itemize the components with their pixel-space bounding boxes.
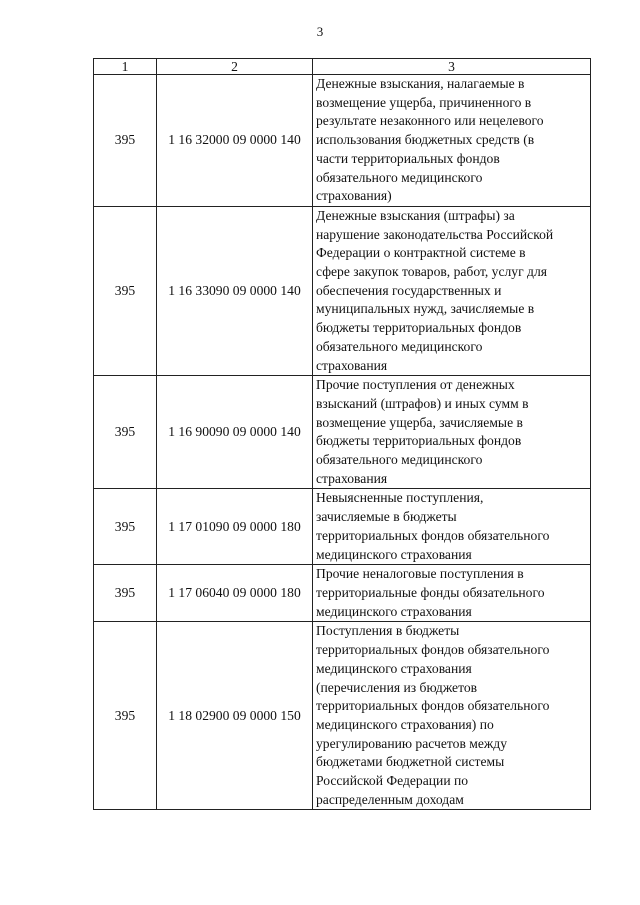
revenue-description-cell xyxy=(313,75,591,207)
column-header-3: 3 xyxy=(313,59,591,75)
description-line: Денежные взыскания (штрафы) за xyxy=(316,207,515,223)
description-line: обязательного медицинского xyxy=(316,338,483,354)
budget-classification-code-cell: 1 16 32000 09 0000 140 xyxy=(157,75,313,207)
description-line: обязательного медицинского xyxy=(316,452,483,468)
description-line: страхования xyxy=(316,470,388,486)
description-line: части территориальных фондов xyxy=(316,150,500,166)
table-row xyxy=(94,622,591,810)
budget-classification-code-cell: 1 17 06040 09 0000 180 xyxy=(157,565,313,622)
description-line: страхования xyxy=(316,357,388,373)
admin-code-cell: 395 xyxy=(94,376,157,489)
column-header-2: 2 xyxy=(157,59,313,75)
description-line: территориальных фондов обязательного xyxy=(316,642,550,658)
budget-classification-code-cell: 1 17 01090 09 0000 180 xyxy=(157,489,313,565)
description-line: территориальные фонды обязательного xyxy=(316,584,545,600)
description-line: урегулированию расчетов между xyxy=(316,735,508,751)
description-line: сфере закупок товаров, работ, услуг для xyxy=(316,264,548,280)
admin-code-cell: 395 xyxy=(94,565,157,622)
table-header-row xyxy=(94,59,591,75)
description-line: муниципальных нужд, зачисляемые в xyxy=(316,301,535,317)
description-line: Прочие поступления от денежных xyxy=(316,377,515,393)
description-line: обязательного медицинского xyxy=(316,169,483,185)
description-line: страхования) xyxy=(316,188,392,204)
revenue-description-cell xyxy=(313,565,591,622)
description-line: использования бюджетных средств (в xyxy=(316,132,535,148)
description-line: нарушение законодательства Российской xyxy=(316,226,554,242)
description-line: взысканий (штрафов) и иных сумм в xyxy=(316,395,529,411)
description-line: медицинского страхования xyxy=(316,546,472,562)
table-row xyxy=(94,75,591,207)
budget-classification-code-cell: 1 18 02900 09 0000 150 xyxy=(157,622,313,810)
table-row xyxy=(94,489,591,565)
description-line: (перечисления из бюджетов xyxy=(316,679,478,695)
description-line: медицинского страхования xyxy=(316,603,472,619)
description-line: Федерации о контрактной системе в xyxy=(316,245,526,261)
revenue-description-cell xyxy=(313,489,591,565)
revenue-description-cell xyxy=(313,376,591,489)
description-line: территориальных фондов обязательного xyxy=(316,527,550,543)
admin-code-cell: 395 xyxy=(94,206,157,375)
description-line: результате незаконного или нецелевого xyxy=(316,113,544,129)
budget-classification-code-cell: 1 16 90090 09 0000 140 xyxy=(157,376,313,489)
table-row xyxy=(94,206,591,375)
description-line: Прочие неналоговые поступления в xyxy=(316,566,524,582)
description-line: распределенным доходам xyxy=(316,791,464,807)
budget-classification-code-cell: 1 16 33090 09 0000 140 xyxy=(157,206,313,375)
description-line: зачисляемые в бюджеты xyxy=(316,509,457,525)
description-line: территориальных фондов обязательного xyxy=(316,698,550,714)
description-line: Российской Федерации по xyxy=(316,773,469,789)
page-number: 3 xyxy=(316,24,324,39)
description-line: медицинского страхования) по xyxy=(316,716,494,732)
description-line: возмещение ущерба, зачисляемые в xyxy=(316,414,523,430)
description-line: возмещение ущерба, причиненного в xyxy=(316,94,532,110)
admin-code-cell: 395 xyxy=(94,75,157,207)
description-line: Невыясненные поступления, xyxy=(316,490,484,506)
description-line: Денежные взыскания, налагаемые в xyxy=(316,76,525,91)
description-line: бюджеты территориальных фондов xyxy=(316,433,522,449)
description-line: Поступления в бюджеты xyxy=(316,623,460,639)
admin-code-cell: 395 xyxy=(94,489,157,565)
description-line: бюджеты территориальных фондов xyxy=(316,320,522,336)
revenue-description-cell xyxy=(313,622,591,810)
table-row xyxy=(94,565,591,622)
description-line: обеспечения государственных и xyxy=(316,282,502,298)
description-line: бюджетами бюджетной системы xyxy=(316,754,505,770)
admin-code-cell: 395 xyxy=(94,622,157,810)
table-row xyxy=(94,376,591,489)
revenue-description-cell xyxy=(313,206,591,375)
column-header-1: 1 xyxy=(94,59,157,75)
description-line: медицинского страхования xyxy=(316,660,472,676)
budget-codes-table xyxy=(93,58,591,810)
